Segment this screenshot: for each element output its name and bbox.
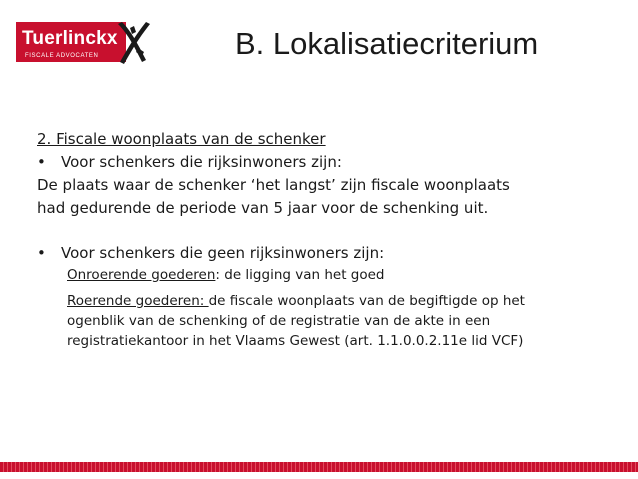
- sub-item-2-label: Roerende goederen:: [67, 293, 209, 309]
- sub-item-2-line-1: de fiscale woonplaats van de begiftigde op het: [208, 293, 525, 309]
- logo: [16, 18, 152, 68]
- slide-body: [37, 128, 627, 351]
- bullet-2-text: Voor schenkers die geen rijksinwoners zijn:: [61, 244, 385, 262]
- bullet-1-text: Voor schenkers die rijksinwoners zijn:: [61, 153, 342, 171]
- logo-name: Tuerlinckx: [22, 28, 118, 49]
- logo-box: [16, 22, 126, 62]
- logo-x-mark-icon: [112, 18, 152, 68]
- slide-title: B. Lokalisatiecriterium: [235, 26, 539, 61]
- bullet-icon: •: [37, 153, 46, 171]
- sub-item-1-text: : de ligging van het goed: [215, 267, 385, 283]
- logo-tagline: FISCALE ADVOCATEN: [25, 53, 99, 59]
- sub-item-onroerende: [67, 265, 627, 285]
- section-heading: 2. Fiscale woonplaats van de schenker: [37, 130, 326, 148]
- sub-item-roerende: [67, 291, 627, 311]
- sub-item-2-line-3: registratiekantoor in het Vlaams Gewest (art. 1.1.0.0.2.11e lid VCF): [67, 333, 524, 349]
- footer-bar: [0, 462, 638, 472]
- bullet-1-body-line-1: De plaats waar de schenker ‘het langst’ zijn fiscale woonplaats: [37, 176, 510, 194]
- sub-item-2-line-2: ogenblik van de schenking of de registratie van de akte in een: [67, 313, 491, 329]
- bullet-item-1: [37, 151, 627, 174]
- bullet-icon: •: [37, 244, 46, 262]
- sub-item-1-label: Onroerende goederen: [67, 267, 216, 283]
- bullet-1-body-line-2: had gedurende de periode van 5 jaar voor de schenking uit.: [37, 199, 489, 217]
- bullet-item-2: [37, 242, 627, 265]
